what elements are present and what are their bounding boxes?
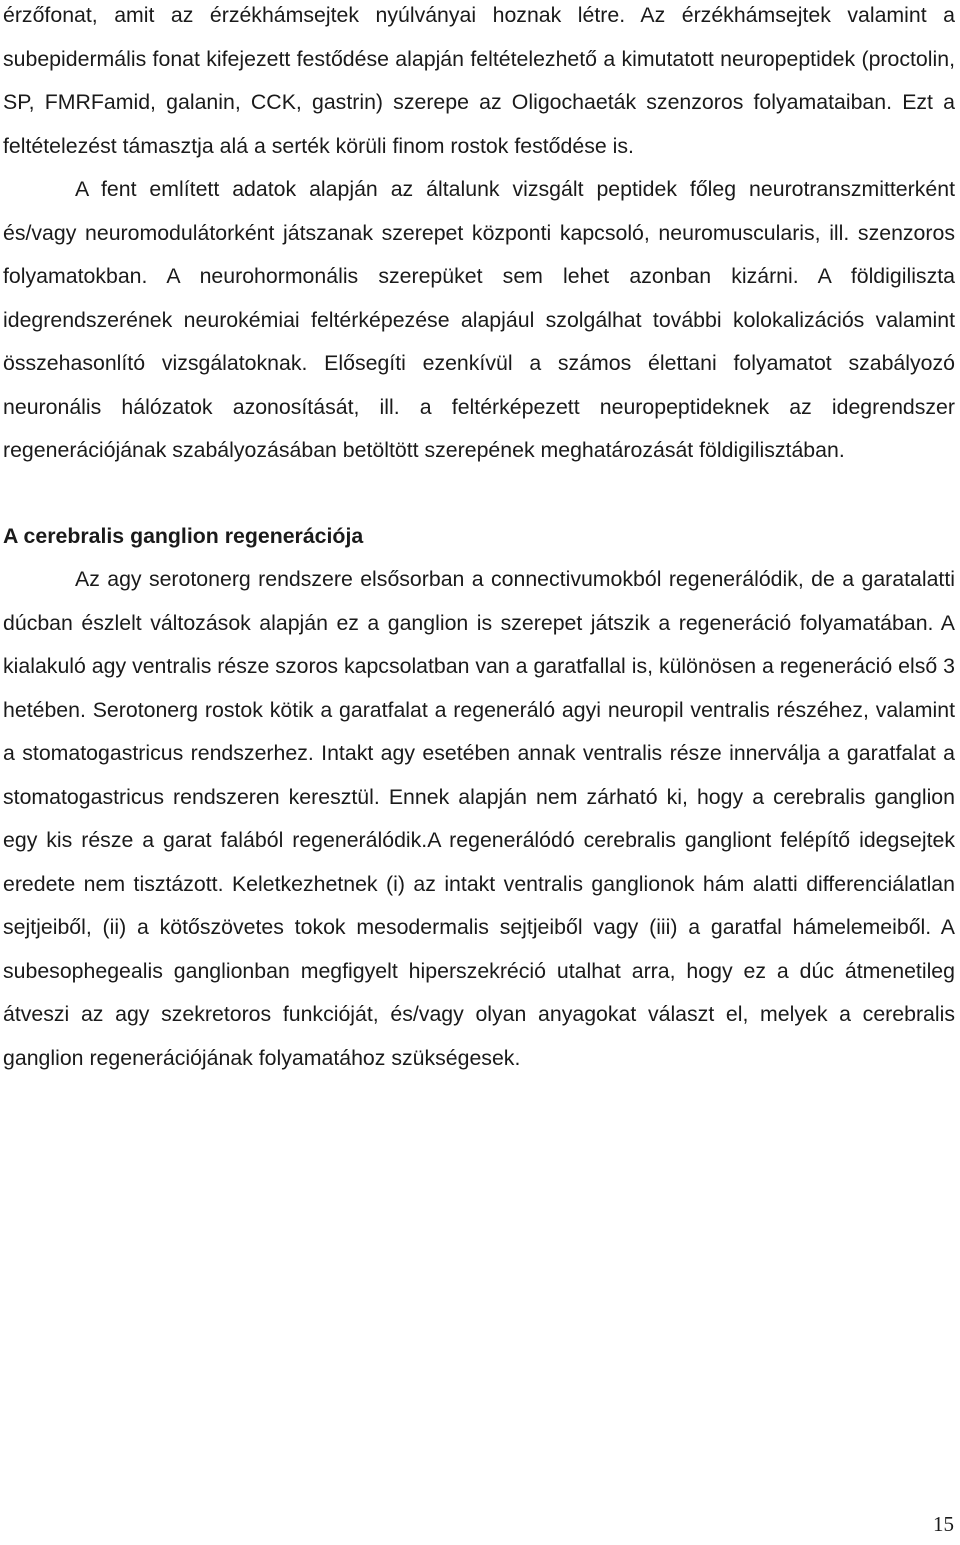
page-number: 15 <box>933 1512 954 1536</box>
paragraph-ganglion-regeneration: Az agy serotonerg rendszere elsősorban a connectivumokból regenerálódik, de a garatalatti dúcban észlelt változások alapján ez a ganglion is szerepet játszik a regeneráció folyamatában. A kialakuló agy ventralis része szoros kapcsolatban van a garatfallal is, különösen a regeneráció első 3 hetében. Serotonerg rostok kötik a garatfalat a regeneráló agyi neuropil ventralis részéhez, valamint a stomatogastricus rendszerhez. Intakt agy esetében annak ventralis része innerválja a garatfalat a stomatogastricus rendszeren keresztül. Ennek alapján nem zárható ki, hogy a cerebralis ganglion egy kis része a garat falából regenerálódik.A regenerálódó cerebralis gangliont felépítő idegsejtek eredete nem tisztázott. Keletkezhetnek (i) az intakt ventralis ganglionok hám alatti differenciálatlan sejtjeiből, (ii) a kötőszövetes tokok mesodermalis sejtjeiből vagy (iii) a garatfal hámelemeiből. A subesophegealis ganglionban megfigyelt hiperszekréció utalhat arra, hogy ez a dúc átmenetileg átveszi az agy szekretoros funkcióját, és/vagy olyan anyagokat választ el, melyek a cerebralis ganglion regenerációjának folyamatához szükségesek. <box>3 567 955 1070</box>
section-heading: A cerebralis ganglion regenerációja <box>3 523 364 548</box>
paragraph-peptide-roles: A fent említett adatok alapján az általunk vizsgált peptidek főleg neurotranszmitterként és/vagy neuromodulátorként játszanak szerepet központi kapcsoló, neuromuscularis, ill. szenzoros folyamatokban. A neurohormonális szerepüket sem lehet azonban kizárni. A földigiliszta idegrendszerének neurokémiai feltérképezése alapjául szolgálhat további kolokalizációs valamint összehasonlító vizsgálatoknak. Elősegíti ezenkívül a számos élettani folyamatot szabályozó neuronális hálózatok azonosítását, ill. a feltérképezett neuropeptideknek az idegrendszer regenerációjának szabályozásában betöltött szerepének meghatározását földigilisztában. <box>3 177 955 462</box>
paragraph-sensory-processes: érzőfonat, amit az érzékhámsejtek nyúlványai hoznak létre. Az érzékhámsejtek valamint a subepidermális fonat kifejezett festődése alapján feltételezhető a kimutatott neuropeptidek (proctolin, SP, FMRFamid, galanin, CCK, gastrin) szerepe az Oligochaeták szenzoros folyamataiban. Ezt a feltételezést támasztja alá a serték körüli finom rostok festődése is. <box>3 3 955 158</box>
document-page <box>3 0 955 1080</box>
